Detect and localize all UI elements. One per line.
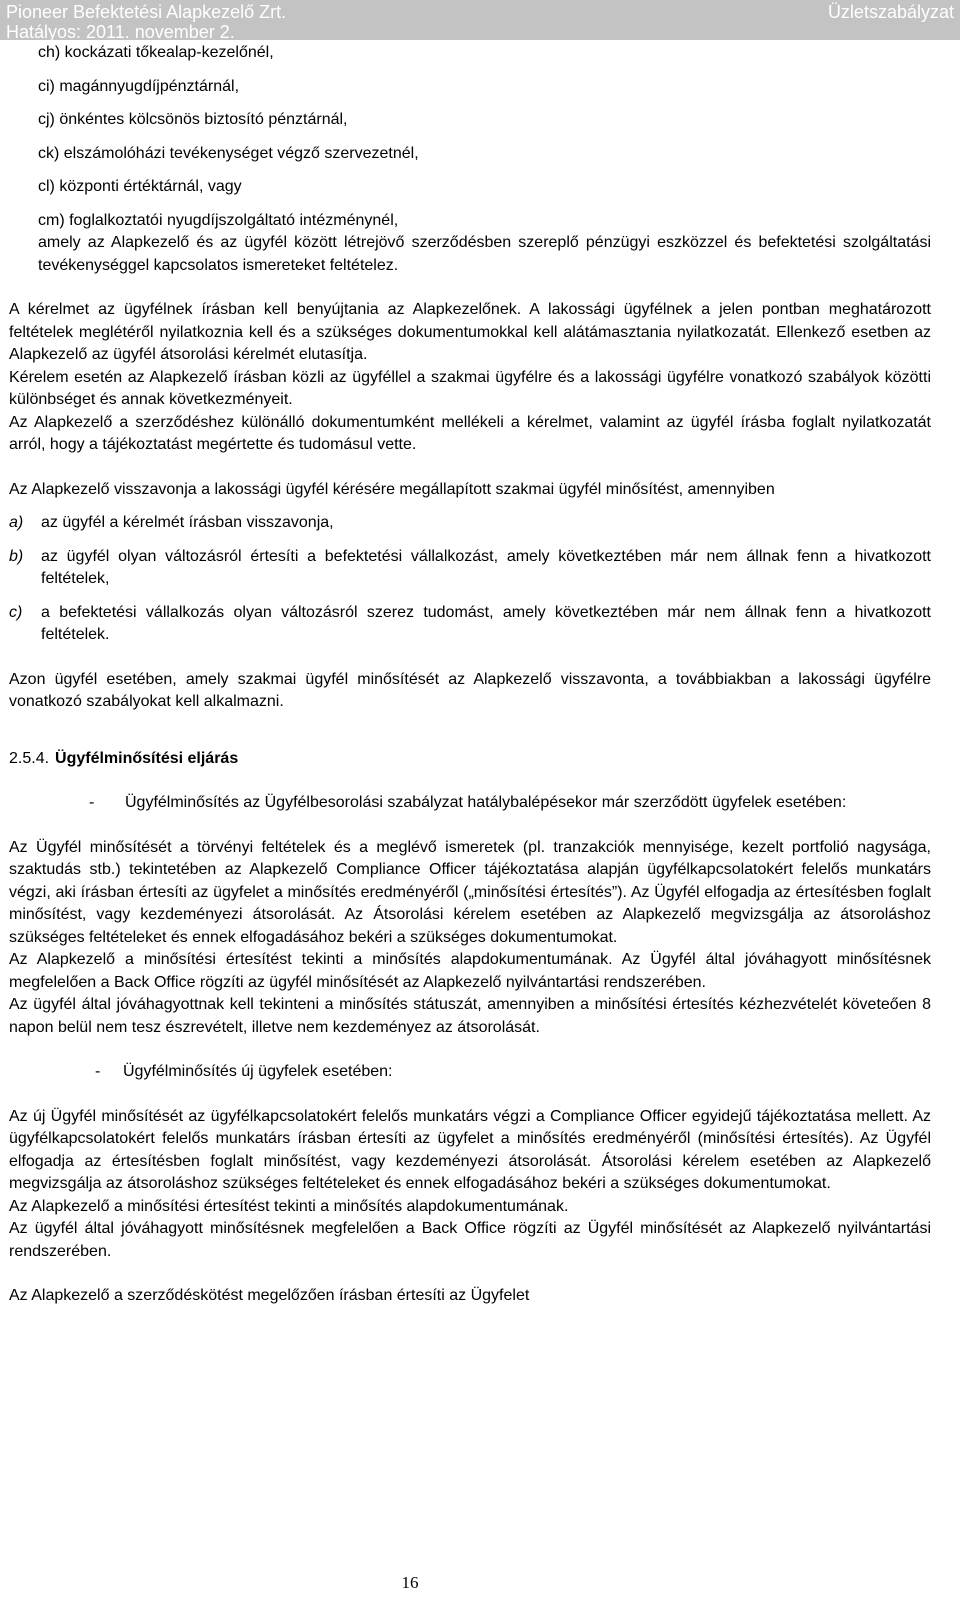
paragraph-request-2: Kérelem esetén az Alapkezelő írásban közli az ügyféllel a szakmai ügyfélre és a lakossági ügyfélre vonatkozó szabályok közötti különbséget és annak következményeit. — [9, 368, 931, 408]
revoke-item — [9, 512, 931, 535]
item-marker: b) — [9, 547, 24, 565]
dash-text: Ügyfélminősítés új ügyfelek esetében: — [123, 1063, 393, 1080]
list-tail-paragraph: amely az Alapkezelő és az ügyfél között létrejövő szerződésben szereplő pénzügyi eszközzel és befektetési szolgáltatási tevékenységgel kapcsolatos ismereteket feltételez. — [38, 234, 931, 274]
section-number: 2.5.4. — [9, 749, 50, 767]
revoke-item — [9, 546, 931, 591]
list-item: ch) kockázati tőkealap-kezelőnél, — [38, 44, 274, 61]
dash-marker: - — [95, 1063, 101, 1080]
paragraph-request-3: Az Alapkezelő a szerződéshez különálló dokumentumként mellékeli a kérelmet, valamint az ügyfél írásba foglalt nyilatkozatát arról, hogy a tájékoztatást megértette és tudomásul vette. — [9, 413, 931, 453]
list-item: ck) elszámolóházi tevékenységet végző szervezetnél, — [38, 144, 419, 162]
page-header — [0, 0, 960, 40]
header-document-title: Üzletszabályzat — [827, 2, 954, 22]
section-title: Ügyfélminősítési eljárás — [55, 749, 239, 767]
dash-item-new — [95, 1061, 931, 1084]
revoke-item — [9, 602, 931, 647]
paragraph-new: Az új Ügyfél minősítését az ügyfélkapcsolatokért felelős munkatárs végzi a Compliance Officer egyidejű tájékoztatása mellett. Az ügyfélkapcsolatokért felelős munkatárs írásban értesíti az ügyfelet a minősítés eredményéről (minősítési értesítés). Az Ügyfél elfogadja az értesítésben foglalt minősítést, vagy kezdeményezi átsorolását. Átsorolási kérelem esetében az Alapkezelő megvizsgálja az átsoroláshoz szükséges feltételeket és ennek elfogadásához bekéri a szükséges dokumentumokat. — [9, 1107, 931, 1192]
dash-item-existing — [89, 792, 931, 815]
document-body — [9, 42, 931, 1308]
paragraph-new: Az Alapkezelő a minősítési értesítést tekinti a minősítés alapdokumentumának. — [9, 1197, 569, 1215]
paragraph-existing: Az ügyfél által jóváhagyottnak kell tekinteni a minősítés státuszát, amennyiben a minősítési értesítés kézhezvételét követeően 8 napon belül nem tesz észrevételt, illetve nem kezdeményez az átsorolását. — [9, 996, 931, 1036]
paragraph-request: A kérelmet az ügyfélnek írásban kell benyújtania az Alapkezelőnek. A lakossági ügyfélnek a jelen pontban meghatározott feltételek meglétéről nyilatkoznia kell és a szükséges dokumentumokkal kell alátámasztania nyilatkozatát. Ellenkező esetben az Alapkezelő az ügyfél átsorolási kérelmét elutasítja. — [9, 301, 931, 363]
list-item: cj) önkéntes kölcsönös biztosító pénztárnál, — [38, 111, 348, 128]
dash-text: Ügyfélminősítés az Ügyfélbesorolási szabályzat hatálybalépésekor már szerződött ügyfelek esetében: — [125, 794, 847, 811]
paragraph-existing: Az Alapkezelő a minősítési értesítést tekinti a minősítés alapdokumentumának. Az Ügyfél által jóváhagyott minősítésnek megfelelően a Back Office rögzíti az ügyfél minősítését az Alapkezelő nyilvántartási rendszerében. — [9, 951, 931, 991]
list-item: ci) magánnyugdíjpénztárnál, — [38, 77, 240, 95]
item-text: az ügyfél a kérelmét írásban visszavonja, — [41, 514, 334, 531]
section-heading — [9, 748, 931, 771]
paragraph-revoke: Az Alapkezelő visszavonja a lakossági ügyfél kérésére megállapított szakmai ügyfél minősítést, amennyiben — [9, 480, 775, 498]
item-text: a befektetési vállalkozás olyan változásról szerez tudomást, amely következtében már nem állnak fenn a hivatkozott feltételek. — [41, 603, 931, 643]
list-item: cm) foglalkoztatói nyugdíjszolgáltató intézménynél, — [38, 211, 399, 229]
list-item: cl) központi értéktárnál, vagy — [38, 178, 242, 195]
item-marker: c) — [9, 603, 23, 621]
header-company: Pioneer Befektetési Alapkezelő Zrt. — [6, 2, 287, 22]
paragraph-revoked: Azon ügyfél esetében, amely szakmai ügyfél minősítését az Alapkezelő visszavonta, a továbbiakban a lakossági ügyfélre vonatkozó szabályokat kell alkalmazni. — [9, 670, 931, 710]
dash-marker: - — [89, 794, 95, 811]
paragraph-existing: Az Ügyfél minősítését a törvényi feltételek és a meglévő ismeretek (pl. tranzakciók mennyisége, kezelt portfolió nagysága, szaktudás stb.) tekintetében az Alapkezelő Compliance Officer tájékoztatása alapján ügyfélkapcsolatokért felelős munkatárs végzi, aki írásban értesíti az ügyfelet a minősítés eredményéről („minősítési értesítés”). Az Ügyfél elfogadja az értesítésben foglalt minősítést, vagy kezdeményezi átsorolását. Az Átsorolási kérelem esetében az Alapkezelő megvizsgálja az átsoroláshoz szükséges feltételeket és ennek elfogadásához bekéri a szükséges dokumentumokat. — [9, 838, 931, 946]
item-text: az ügyfél olyan változásról értesíti a befektetési vállalkozást, amely következtében már nem állnak fenn a hivatkozott feltételek, — [41, 547, 931, 587]
paragraph-new: Az ügyfél által jóváhagyott minősítésnek megfelelően a Back Office rögzíti az Ügyfél minősítését az Alapkezelő nyilvántartási rendszerében. — [9, 1220, 931, 1260]
header-effective-date: Hatályos: 2011. november 2. — [6, 22, 235, 42]
page-number: 16 — [401, 1573, 419, 1592]
item-marker: a) — [9, 514, 24, 531]
paragraph-last: Az Alapkezelő a szerződéskötést megelőzően írásban értesíti az Ügyfelet — [9, 1287, 530, 1304]
